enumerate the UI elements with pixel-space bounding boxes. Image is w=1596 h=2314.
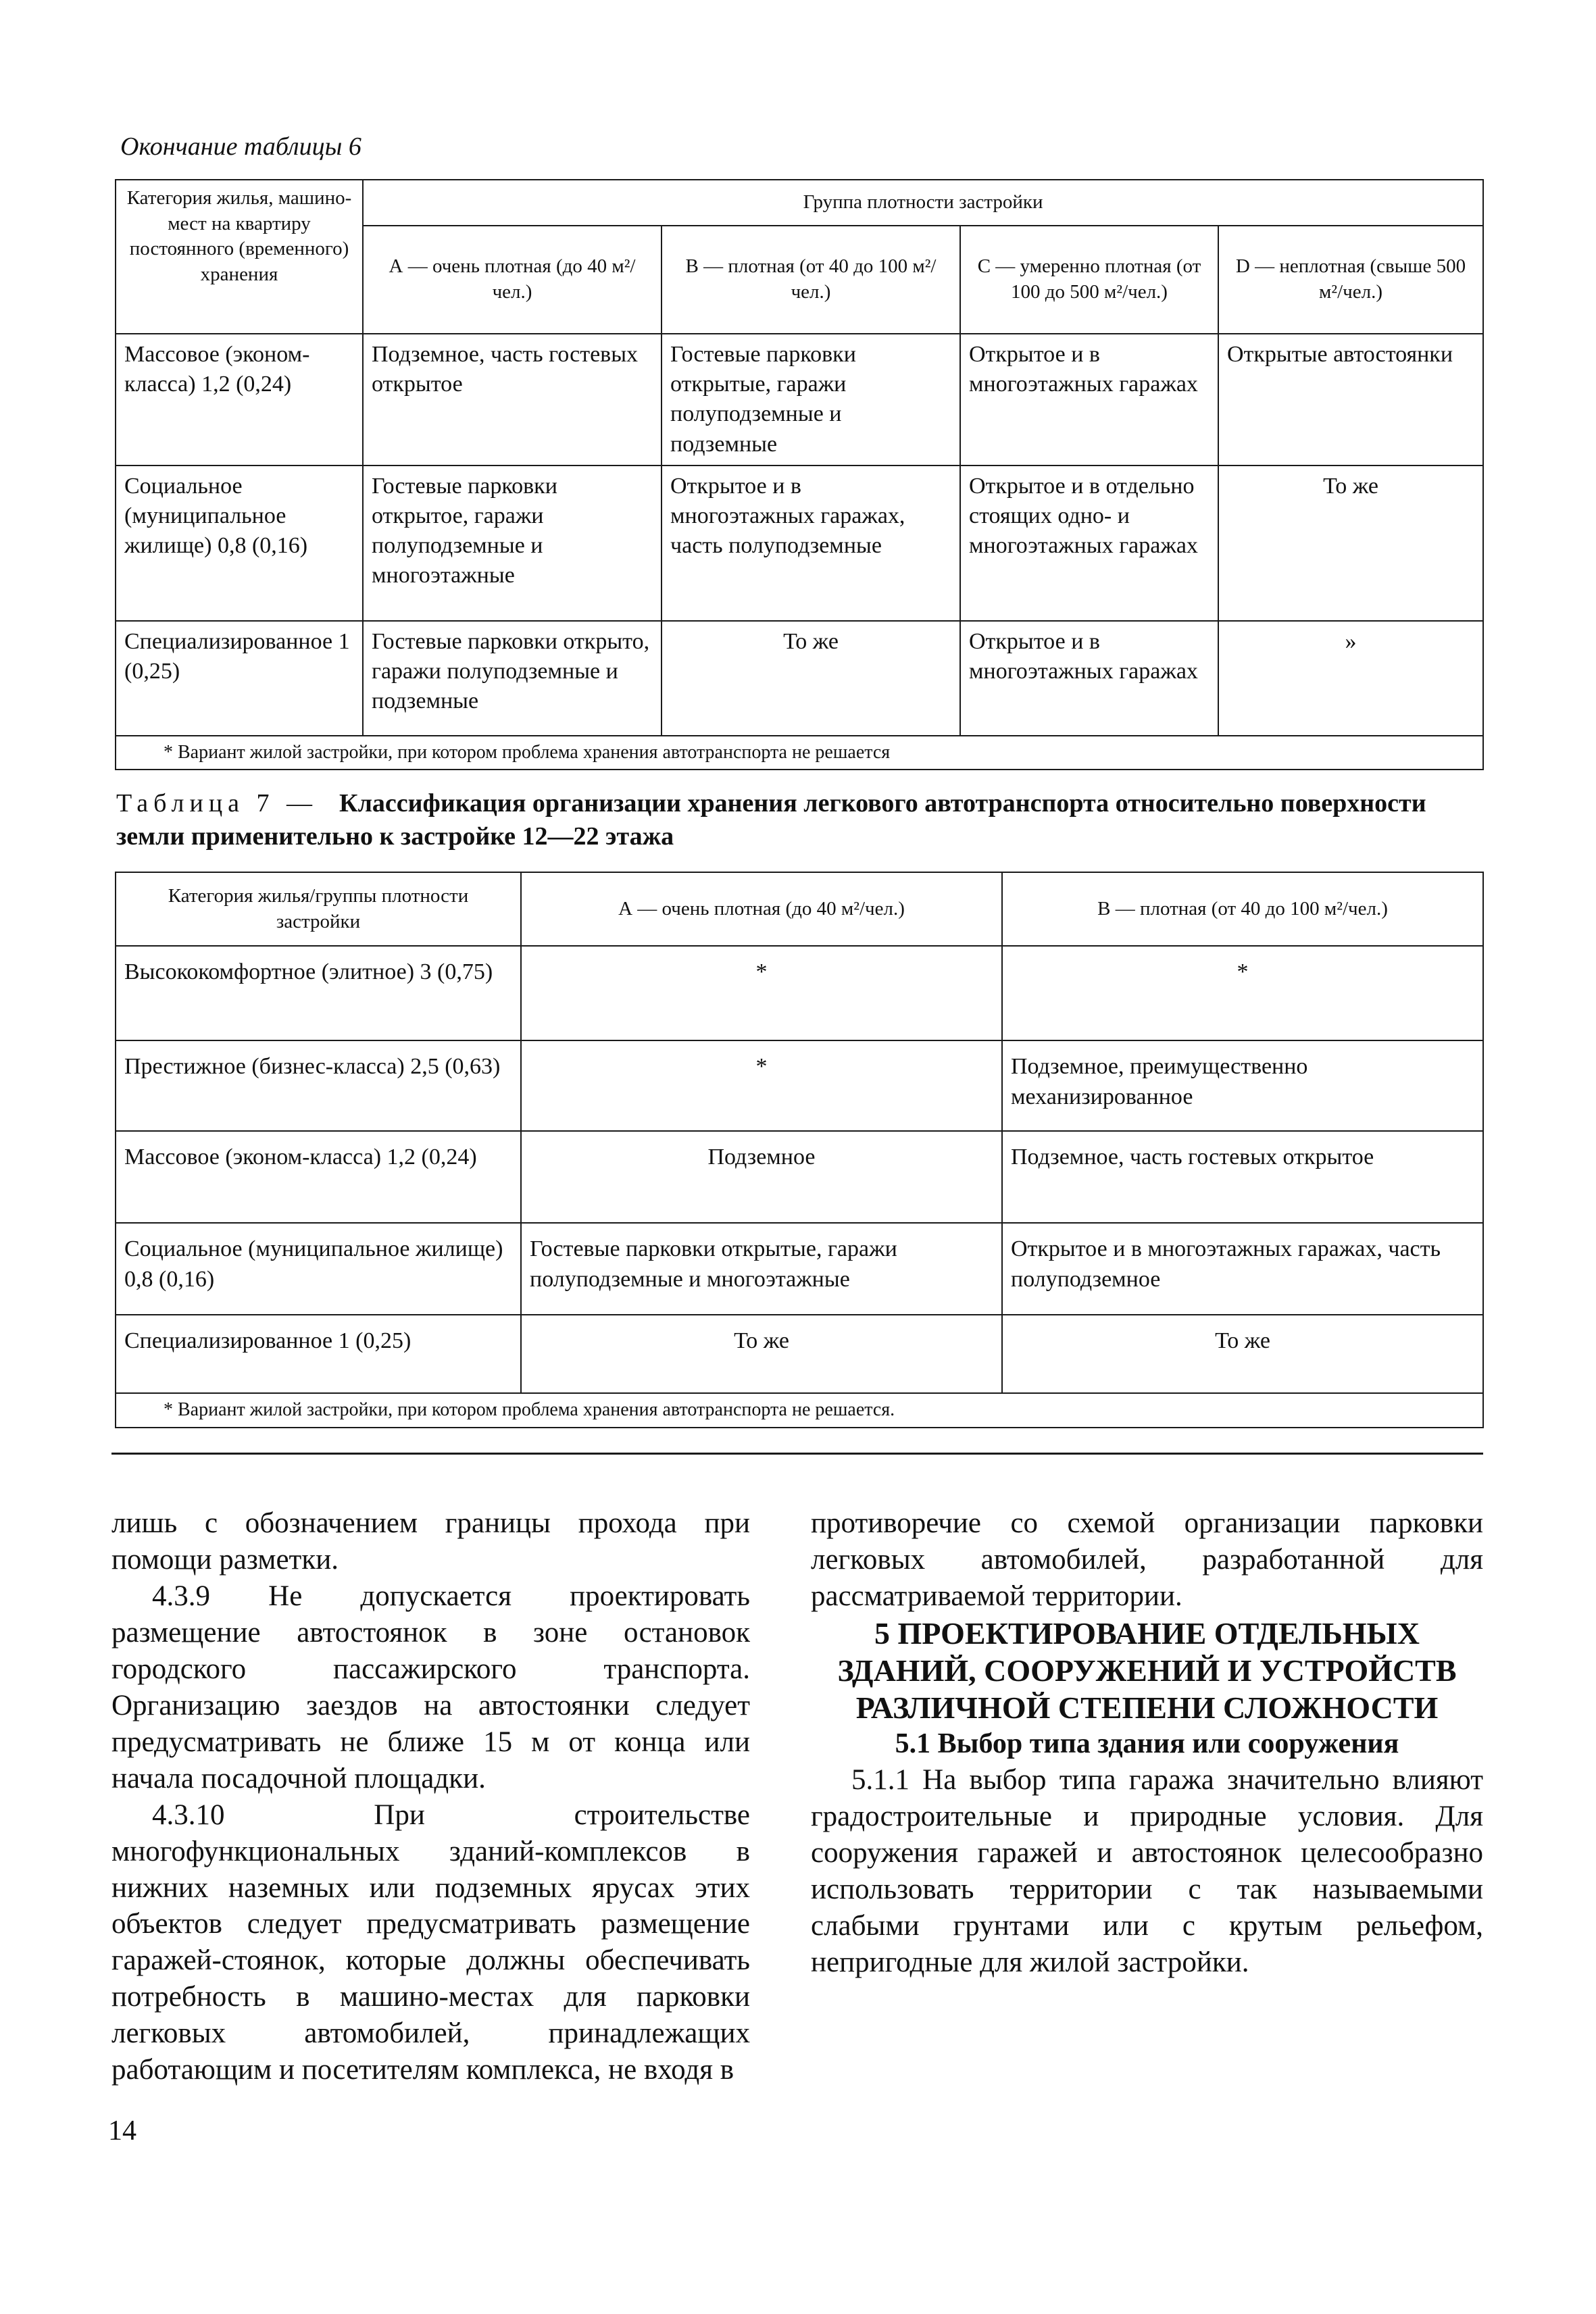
table-cell: Подземное, часть гостевых открытое xyxy=(363,334,662,466)
page-number: 14 xyxy=(108,2115,136,2146)
table6-group-c: С — умеренно плотная (от 100 до 500 м²/чел.) xyxy=(960,226,1218,334)
table7-footnote: * Вариант жилой застройки, при котором проблема хранения автотранспорта не решается. xyxy=(116,1393,1483,1427)
paragraph: лишь с обозначением границы прохода при помощи разметки. xyxy=(111,1507,750,1576)
table6-row-category: Специализированное 1 (0,25) xyxy=(116,621,363,736)
table6-group-a: А — очень плотная (до 40 м²/чел.) xyxy=(363,226,662,334)
section-heading: 5 ПРОЕКТИРОВАНИЕ ОТДЕЛЬНЫХ ЗДАНИЙ, СООРУЖЕНИЙ И УСТРОЙСТВ РАЗЛИЧНОЙ СТЕПЕНИ СЛОЖНОСТИ xyxy=(837,1615,1457,1726)
table-cell: Открытое и в многоэтажных гаражах, часть полуподземное xyxy=(1002,1223,1483,1315)
table-row xyxy=(116,621,1483,736)
table-row xyxy=(116,1223,1483,1315)
paragraph: 5.1.1 На выбор типа гаража значительно влияют градостроительные и природные условия. Для сооружения гаражей и автостоянок целесообразно использовать территории с так называемыми слабыми грунтами или с крутым рельефом, непригодные для жилой застройки. xyxy=(811,1764,1483,1978)
table-6 xyxy=(115,179,1484,770)
table-cell: Гостевые парковки открыто, гаражи полуподземные и подземные xyxy=(363,621,662,736)
table-cell: То же xyxy=(521,1315,1002,1393)
table-cell: * xyxy=(521,946,1002,1040)
table-cell: То же xyxy=(1218,466,1483,621)
divider xyxy=(111,1453,1483,1455)
table-cell: » xyxy=(1218,621,1483,736)
table-cell: Гостевые парковки открытые, гаражи полуподземные и многоэтажные xyxy=(521,1223,1002,1315)
paragraph: 4.3.10 При строительстве многофункциональных зданий-комплексов в нижних наземных или подземных ярусах этих объектов следует предусматривать размещение гаражей-стоянок, которые должны обеспечивать потребность в машино-местах для парковки легковых автомобилей, принадлежащих работающим и посетителям комплекса, не входя в xyxy=(111,1799,750,2086)
table6-group-b: В — плотная (от 40 до 100 м²/чел.) xyxy=(662,226,960,334)
table-cell: То же xyxy=(662,621,960,736)
table6-header-category: Категория жилья, машино-мест на квартиру постоянного (временного) хранения xyxy=(116,180,363,334)
table-cell: Гостевые парковки открытые, гаражи полуподземные и подземные xyxy=(662,334,960,466)
table6-header-group: Группа плотности застройки xyxy=(363,180,1483,226)
table6-row-category: Социальное (муниципальное жилище) 0,8 (0,16) xyxy=(116,466,363,621)
table6-row-category: Массовое (эконом-класса) 1,2 (0,24) xyxy=(116,334,363,466)
left-column xyxy=(111,1505,750,2088)
table-row xyxy=(116,1131,1483,1223)
table7-row-category: Престижное (бизнес-класса) 2,5 (0,63) xyxy=(116,1040,521,1131)
subsection-heading: 5.1 Выбор типа здания или сооружения xyxy=(895,1728,1399,1760)
table7-group-a: А — очень плотная (до 40 м²/чел.) xyxy=(521,872,1002,946)
table-cell: Открытое и в многоэтажных гаражах xyxy=(960,334,1218,466)
table-row xyxy=(116,1040,1483,1131)
table-cell: То же xyxy=(1002,1315,1483,1393)
table7-label: Таблица 7 — xyxy=(116,789,318,818)
table-row xyxy=(116,334,1483,466)
table-row xyxy=(116,1315,1483,1393)
table-cell: Подземное, преимущественно механизированное xyxy=(1002,1040,1483,1131)
table7-title: Классификация организации хранения легкового автотранспорта относительно поверхности земли применительно к застройке 12—22 этажа xyxy=(116,789,1426,851)
paragraph: 4.3.9 Не допускается проектировать размещение автостоянок в зоне остановок городского пассажирского транспорта. Организацию заездов на автостоянки следует предусматривать не ближе 15 м от конца или начала посадочной площадки. xyxy=(111,1580,750,1794)
table-cell: Открытое и в многоэтажных гаражах xyxy=(960,621,1218,736)
table7-header-category: Категория жилья/группы плотности застройки xyxy=(116,872,521,946)
table-cell: Открытое и в отдельно стоящих одно- и многоэтажных гаражах xyxy=(960,466,1218,621)
table6-caption: Окончание таблицы 6 xyxy=(120,132,361,161)
table-cell: Гостевые парковки открытое, гаражи полуподземные и многоэтажные xyxy=(363,466,662,621)
table-cell: * xyxy=(521,1040,1002,1131)
table7-row-category: Массовое (эконом-класса) 1,2 (0,24) xyxy=(116,1131,521,1223)
table6-group-d: D — неплотная (свыше 500 м²/чел.) xyxy=(1218,226,1483,334)
table-cell: Открытые автостоянки xyxy=(1218,334,1483,466)
table7-group-b: В — плотная (от 40 до 100 м²/чел.) xyxy=(1002,872,1483,946)
table-cell: Подземное xyxy=(521,1131,1002,1223)
table-cell: * xyxy=(1002,946,1483,1040)
table-row xyxy=(116,466,1483,621)
table7-row-category: Специализированное 1 (0,25) xyxy=(116,1315,521,1393)
table-cell: Открытое и в многоэтажных гаражах, часть полуподземные xyxy=(662,466,960,621)
table-row xyxy=(116,946,1483,1040)
table6-footnote: * Вариант жилой застройки, при котором проблема хранения автотранспорта не решается xyxy=(116,736,1483,770)
table7-caption xyxy=(116,787,1485,854)
table-cell: Подземное, часть гостевых открытое xyxy=(1002,1131,1483,1223)
table7-row-category: Высококомфортное (элитное) 3 (0,75) xyxy=(116,946,521,1040)
paragraph: противоречие со схемой организации парковки легковых автомобилей, разработанной для рассматриваемой территории. xyxy=(811,1507,1483,1612)
table-7 xyxy=(115,872,1484,1428)
table7-row-category: Социальное (муниципальное жилище) 0,8 (0,16) xyxy=(116,1223,521,1315)
right-column xyxy=(811,1505,1483,1981)
